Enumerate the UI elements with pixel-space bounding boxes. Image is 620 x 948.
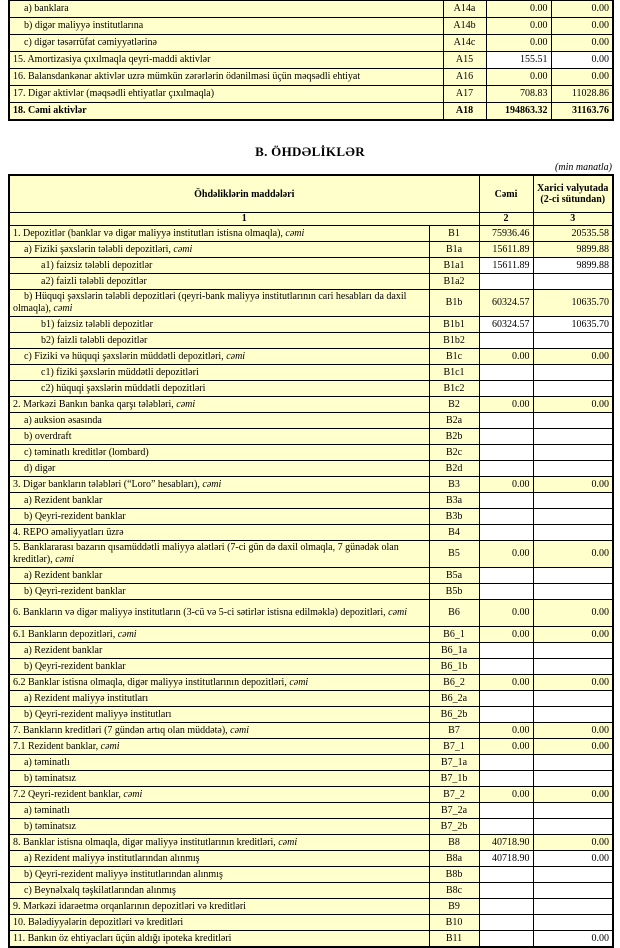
row-code: B2b	[429, 429, 479, 445]
row-value-fx: 0.00	[533, 541, 613, 568]
row-label: b) Qeyri-rezident banklar	[9, 659, 429, 675]
liabilities-table	[8, 174, 614, 948]
row-value-fx	[533, 819, 613, 835]
row-value-total	[479, 461, 533, 477]
row-label: c1) fiziki şəxslərin müddətli depozitləri	[9, 365, 429, 381]
row-value-fx	[533, 525, 613, 541]
row-value-total: 0.00	[486, 35, 551, 52]
row-value-total	[479, 691, 533, 707]
row-code: B7_1b	[429, 771, 479, 787]
row-label: b) Qeyri-rezident banklar	[9, 509, 429, 525]
table-row	[9, 931, 613, 948]
row-code: A17	[443, 86, 486, 103]
row-label: b) overdraft	[9, 429, 429, 445]
column-header-total: Cəmi	[479, 175, 533, 213]
section-title: B. ÖHDƏLİKLƏR	[255, 144, 365, 159]
table-row	[9, 397, 613, 413]
table-row	[9, 69, 613, 86]
row-code: B5	[429, 541, 479, 568]
row-label: b2) faizli tələbli depozitlər	[9, 333, 429, 349]
table-row	[9, 52, 613, 69]
row-label: 18. Cəmi aktivlər	[9, 103, 443, 121]
row-value-total: 0.00	[486, 18, 551, 35]
row-label: a) Rezident banklar	[9, 493, 429, 509]
assets-table-body	[9, 1, 613, 121]
table-row	[9, 429, 613, 445]
row-value-total: 0.00	[479, 675, 533, 691]
row-value-total	[479, 643, 533, 659]
row-value-fx: 31163.76	[551, 103, 613, 121]
table-row	[9, 365, 613, 381]
table-row	[9, 290, 613, 317]
row-value-total	[479, 568, 533, 584]
table-row	[9, 691, 613, 707]
row-code: B6_1a	[429, 643, 479, 659]
row-value-total: 0.00	[486, 1, 551, 18]
row-code: B1a1	[429, 258, 479, 274]
liabilities-table-body	[9, 226, 613, 948]
row-value-fx: 10635.70	[533, 317, 613, 333]
row-label: 1. Depozitlər (banklar və digər maliyyə institutları istisna olmaqla), cəmi	[9, 226, 429, 242]
row-label: 6.1 Bankların depozitləri, cəmi	[9, 627, 429, 643]
table-row	[9, 317, 613, 333]
row-code: A14a	[443, 1, 486, 18]
row-value-fx	[533, 899, 613, 915]
row-code: B1c	[429, 349, 479, 365]
row-label: a) Fiziki şəxslərin tələbli depozitləri, cəmi	[9, 242, 429, 258]
row-value-fx: 10635.70	[533, 290, 613, 317]
row-value-total: 708.83	[486, 86, 551, 103]
row-value-fx: 0.00	[533, 931, 613, 948]
row-value-total: 0.00	[486, 69, 551, 86]
row-code: B11	[429, 931, 479, 948]
row-value-fx: 0.00	[533, 787, 613, 803]
row-value-fx	[533, 803, 613, 819]
row-value-total	[479, 493, 533, 509]
row-value-fx: 0.00	[533, 349, 613, 365]
row-value-total	[479, 819, 533, 835]
table-row	[9, 35, 613, 52]
row-value-fx	[533, 659, 613, 675]
table-row	[9, 568, 613, 584]
row-value-total	[479, 429, 533, 445]
row-value-total: 15611.89	[479, 242, 533, 258]
row-value-total	[479, 883, 533, 899]
row-value-fx: 0.00	[551, 35, 613, 52]
row-label: 11. Bankın öz ehtiyacları üçün aldığı ipoteka kreditləri	[9, 931, 429, 948]
row-label: b) təminatsız	[9, 771, 429, 787]
row-code: B9	[429, 899, 479, 915]
row-code: B3b	[429, 509, 479, 525]
row-code: B5b	[429, 584, 479, 600]
row-code: B8	[429, 835, 479, 851]
row-value-total	[479, 525, 533, 541]
row-label: a) Rezident maliyyə institutlarından alınmış	[9, 851, 429, 867]
row-value-fx	[533, 584, 613, 600]
table-row	[9, 627, 613, 643]
row-value-total	[479, 509, 533, 525]
column-number-fx: 3	[533, 213, 613, 226]
row-code: B10	[429, 915, 479, 931]
row-value-fx	[533, 274, 613, 290]
row-value-fx	[533, 445, 613, 461]
row-label: 17. Digər aktivlər (məqsədli ehtiyatlar çıxılmaqla)	[9, 86, 443, 103]
row-value-total: 15611.89	[479, 258, 533, 274]
row-code: B6_1b	[429, 659, 479, 675]
row-code: B4	[429, 525, 479, 541]
row-label: c) təminatlı kreditlər (lombard)	[9, 445, 429, 461]
table-row	[9, 349, 613, 365]
header-row	[9, 175, 613, 213]
table-row	[9, 103, 613, 121]
table-row	[9, 707, 613, 723]
row-value-fx: 0.00	[551, 1, 613, 18]
row-value-fx	[533, 771, 613, 787]
column-number-total: 2	[479, 213, 533, 226]
row-value-fx: 0.00	[551, 69, 613, 86]
row-code: B2	[429, 397, 479, 413]
row-value-total	[479, 899, 533, 915]
row-code: B1a2	[429, 274, 479, 290]
row-label: 4. REPO əməliyyatları üzrə	[9, 525, 429, 541]
row-code: B1b2	[429, 333, 479, 349]
row-code: A16	[443, 69, 486, 86]
row-value-fx	[533, 493, 613, 509]
row-label: 15. Amortizasiya çıxılmaqla qeyri-maddi aktivlər	[9, 52, 443, 69]
row-code: B5a	[429, 568, 479, 584]
row-label: b) Hüquqi şəxslərin tələbli depozitləri (qeyri-bank maliyyə institutlarının cari hesabları da daxil olmaqla), cəmi	[9, 290, 429, 317]
row-label: c2) hüquqi şəxslərin müddətli depozitləri	[9, 381, 429, 397]
row-value-total: 0.00	[479, 397, 533, 413]
row-code: B7	[429, 723, 479, 739]
row-value-fx: 0.00	[533, 477, 613, 493]
row-code: B7_2	[429, 787, 479, 803]
row-label: 6. Bankların və digər maliyyə institutların (3-cü və 5-ci sətirlər istisna edilməklə) depozitləri, cəmi	[9, 600, 429, 627]
row-value-total	[479, 413, 533, 429]
row-label: a) Rezident banklar	[9, 643, 429, 659]
table-row	[9, 867, 613, 883]
row-code: B2d	[429, 461, 479, 477]
row-value-total	[479, 659, 533, 675]
row-label: a) Rezident maliyyə institutları	[9, 691, 429, 707]
row-value-total	[479, 803, 533, 819]
row-code: B7_1a	[429, 755, 479, 771]
row-value-fx	[533, 381, 613, 397]
table-row	[9, 258, 613, 274]
row-value-fx	[533, 883, 613, 899]
table-row	[9, 445, 613, 461]
row-value-fx: 0.00	[533, 723, 613, 739]
table-row	[9, 675, 613, 691]
row-value-fx: 0.00	[533, 675, 613, 691]
row-code: B6	[429, 600, 479, 627]
table-row	[9, 18, 613, 35]
row-value-fx: 0.00	[533, 600, 613, 627]
row-code: A14b	[443, 18, 486, 35]
row-value-total: 0.00	[479, 600, 533, 627]
row-value-total: 0.00	[479, 739, 533, 755]
row-value-total: 155.51	[486, 52, 551, 69]
row-label: b) Qeyri-rezident maliyyə institutları	[9, 707, 429, 723]
row-value-total: 40718.90	[479, 835, 533, 851]
row-value-fx: 0.00	[551, 52, 613, 69]
row-label: a) Rezident banklar	[9, 568, 429, 584]
table-row	[9, 86, 613, 103]
row-value-total: 75936.46	[479, 226, 533, 242]
table-row	[9, 493, 613, 509]
table-row	[9, 915, 613, 931]
row-code: B8a	[429, 851, 479, 867]
row-code: B2a	[429, 413, 479, 429]
table-row	[9, 1, 613, 18]
table-row	[9, 659, 613, 675]
row-value-total	[479, 915, 533, 931]
row-value-total	[479, 771, 533, 787]
row-value-fx	[533, 509, 613, 525]
table-row	[9, 525, 613, 541]
row-value-fx: 0.00	[533, 835, 613, 851]
row-label: 7. Bankların kreditləri (7 gündən artıq olan müddətə), cəmi	[9, 723, 429, 739]
row-label: b) Qeyri-rezident banklar	[9, 584, 429, 600]
row-label: c) digər təsərrüfat cəmiyyətlərinə	[9, 35, 443, 52]
table-row	[9, 509, 613, 525]
table-row	[9, 242, 613, 258]
row-value-total: 0.00	[479, 787, 533, 803]
row-code: B3	[429, 477, 479, 493]
row-label: b) Qeyri-rezident maliyyə institutlarından alınmış	[9, 867, 429, 883]
row-value-fx: 11028.86	[551, 86, 613, 103]
row-label: b) digər maliyyə institutlarına	[9, 18, 443, 35]
table-row	[9, 723, 613, 739]
row-label: 10. Bələdiyyələrin depozitləri və kreditləri	[9, 915, 429, 931]
row-label: d) digər	[9, 461, 429, 477]
table-row	[9, 835, 613, 851]
row-code: A18	[443, 103, 486, 121]
row-value-fx	[533, 915, 613, 931]
table-row	[9, 803, 613, 819]
table-row	[9, 274, 613, 290]
row-value-total	[479, 931, 533, 948]
table-row	[9, 643, 613, 659]
row-value-fx: 9899.88	[533, 258, 613, 274]
row-value-fx	[533, 568, 613, 584]
row-label: b) təminatsız	[9, 819, 429, 835]
row-value-fx	[533, 365, 613, 381]
table-row	[9, 226, 613, 242]
assets-table	[8, 0, 614, 121]
row-value-fx	[533, 867, 613, 883]
table-row	[9, 381, 613, 397]
row-value-fx	[533, 461, 613, 477]
table-row	[9, 819, 613, 835]
row-value-fx	[533, 707, 613, 723]
column-header-items: Öhdəliklərin maddələri	[9, 175, 479, 213]
row-label: b1) faizsiz tələbli depozitlər	[9, 317, 429, 333]
row-value-fx: 9899.88	[533, 242, 613, 258]
table-row	[9, 851, 613, 867]
row-code: A15	[443, 52, 486, 69]
table-row	[9, 477, 613, 493]
row-value-total	[479, 274, 533, 290]
row-code: B2c	[429, 445, 479, 461]
row-value-total: 0.00	[479, 477, 533, 493]
row-code: B7_2a	[429, 803, 479, 819]
row-label: c) Beynəlxalq təşkilatlarından alınmış	[9, 883, 429, 899]
table-row	[9, 739, 613, 755]
row-code: B3a	[429, 493, 479, 509]
row-label: c) Fiziki və hüquqi şəxslərin müddətli depozitləri, cəmi	[9, 349, 429, 365]
row-label: 9. Mərkəzi idarəetmə orqanlarının depozitləri və kreditləri	[9, 899, 429, 915]
row-code: B8b	[429, 867, 479, 883]
row-value-total: 40718.90	[479, 851, 533, 867]
column-number-items: 1	[9, 213, 479, 226]
row-value-fx: 0.00	[551, 18, 613, 35]
row-value-total: 60324.57	[479, 317, 533, 333]
row-label: a) auksion əsasında	[9, 413, 429, 429]
row-value-fx: 0.00	[533, 627, 613, 643]
unit-note: (min manatla)	[555, 162, 612, 173]
table-row	[9, 461, 613, 477]
row-label: 5. Banklararası bazarın qısamüddətli maliyyə alətləri (7-ci gün də daxil olmaqla, 7 günədək olan kreditlər), cəmi	[9, 541, 429, 568]
row-code: A14c	[443, 35, 486, 52]
row-value-total: 0.00	[479, 349, 533, 365]
row-code: B6_1	[429, 627, 479, 643]
row-value-fx	[533, 643, 613, 659]
row-code: B8c	[429, 883, 479, 899]
row-code: B1	[429, 226, 479, 242]
row-value-total: 194863.32	[486, 103, 551, 121]
row-label: 7.1 Rezident banklar, cəmi	[9, 739, 429, 755]
row-value-total	[479, 445, 533, 461]
row-value-total	[479, 707, 533, 723]
table-row	[9, 333, 613, 349]
row-code: B6_2b	[429, 707, 479, 723]
table-row	[9, 787, 613, 803]
row-value-total	[479, 333, 533, 349]
row-label: a2) faizli tələbli depozitlər	[9, 274, 429, 290]
row-label: a) banklara	[9, 1, 443, 18]
row-code: B6_2a	[429, 691, 479, 707]
row-value-fx	[533, 755, 613, 771]
column-header-fx: Xarici valyutada (2-ci sütundan)	[533, 175, 613, 213]
row-value-fx: 0.00	[533, 397, 613, 413]
row-value-fx: 0.00	[533, 851, 613, 867]
row-label: a1) faizsiz tələbli depozitlər	[9, 258, 429, 274]
table-row	[9, 541, 613, 568]
row-value-total: 60324.57	[479, 290, 533, 317]
table-row	[9, 600, 613, 627]
row-code: B1b1	[429, 317, 479, 333]
row-label: 7.2 Qeyri-rezident banklar, cəmi	[9, 787, 429, 803]
row-code: B1a	[429, 242, 479, 258]
row-value-fx	[533, 429, 613, 445]
row-code: B1c2	[429, 381, 479, 397]
row-label: a) təminatlı	[9, 803, 429, 819]
row-value-total: 0.00	[479, 541, 533, 568]
table-row	[9, 883, 613, 899]
row-value-fx	[533, 413, 613, 429]
row-code: B1b	[429, 290, 479, 317]
row-value-fx	[533, 333, 613, 349]
row-label: 6.2 Banklar istisna olmaqla, digər maliyyə institutlarının depozitləri, cəmi	[9, 675, 429, 691]
row-value-total	[479, 867, 533, 883]
row-value-fx: 20535.58	[533, 226, 613, 242]
table-row	[9, 584, 613, 600]
row-value-total	[479, 381, 533, 397]
row-value-fx	[533, 691, 613, 707]
row-code: B7_2b	[429, 819, 479, 835]
row-code: B6_2	[429, 675, 479, 691]
table-row	[9, 771, 613, 787]
row-value-total	[479, 365, 533, 381]
column-number-row	[9, 213, 613, 226]
row-label: 16. Balansdankənar aktivlər uzrə mümkün zərərlərin ödənilməsi üçün məqsədli ehtiyat	[9, 69, 443, 86]
table-row	[9, 413, 613, 429]
table-row	[9, 755, 613, 771]
row-value-total	[479, 755, 533, 771]
row-value-fx: 0.00	[533, 739, 613, 755]
row-label: a) təminatlı	[9, 755, 429, 771]
row-value-total: 0.00	[479, 627, 533, 643]
row-label: 3. Digər bankların tələbləri (“Loro” hesabları), cəmi	[9, 477, 429, 493]
table-row	[9, 899, 613, 915]
row-code: B7_1	[429, 739, 479, 755]
row-value-total: 0.00	[479, 723, 533, 739]
row-code: B1c1	[429, 365, 479, 381]
row-value-total	[479, 584, 533, 600]
row-label: 2. Mərkəzi Bankın banka qarşı tələbləri, cəmi	[9, 397, 429, 413]
row-label: 8. Banklar istisna olmaqla, digər maliyyə institutlarının kreditləri, cəmi	[9, 835, 429, 851]
